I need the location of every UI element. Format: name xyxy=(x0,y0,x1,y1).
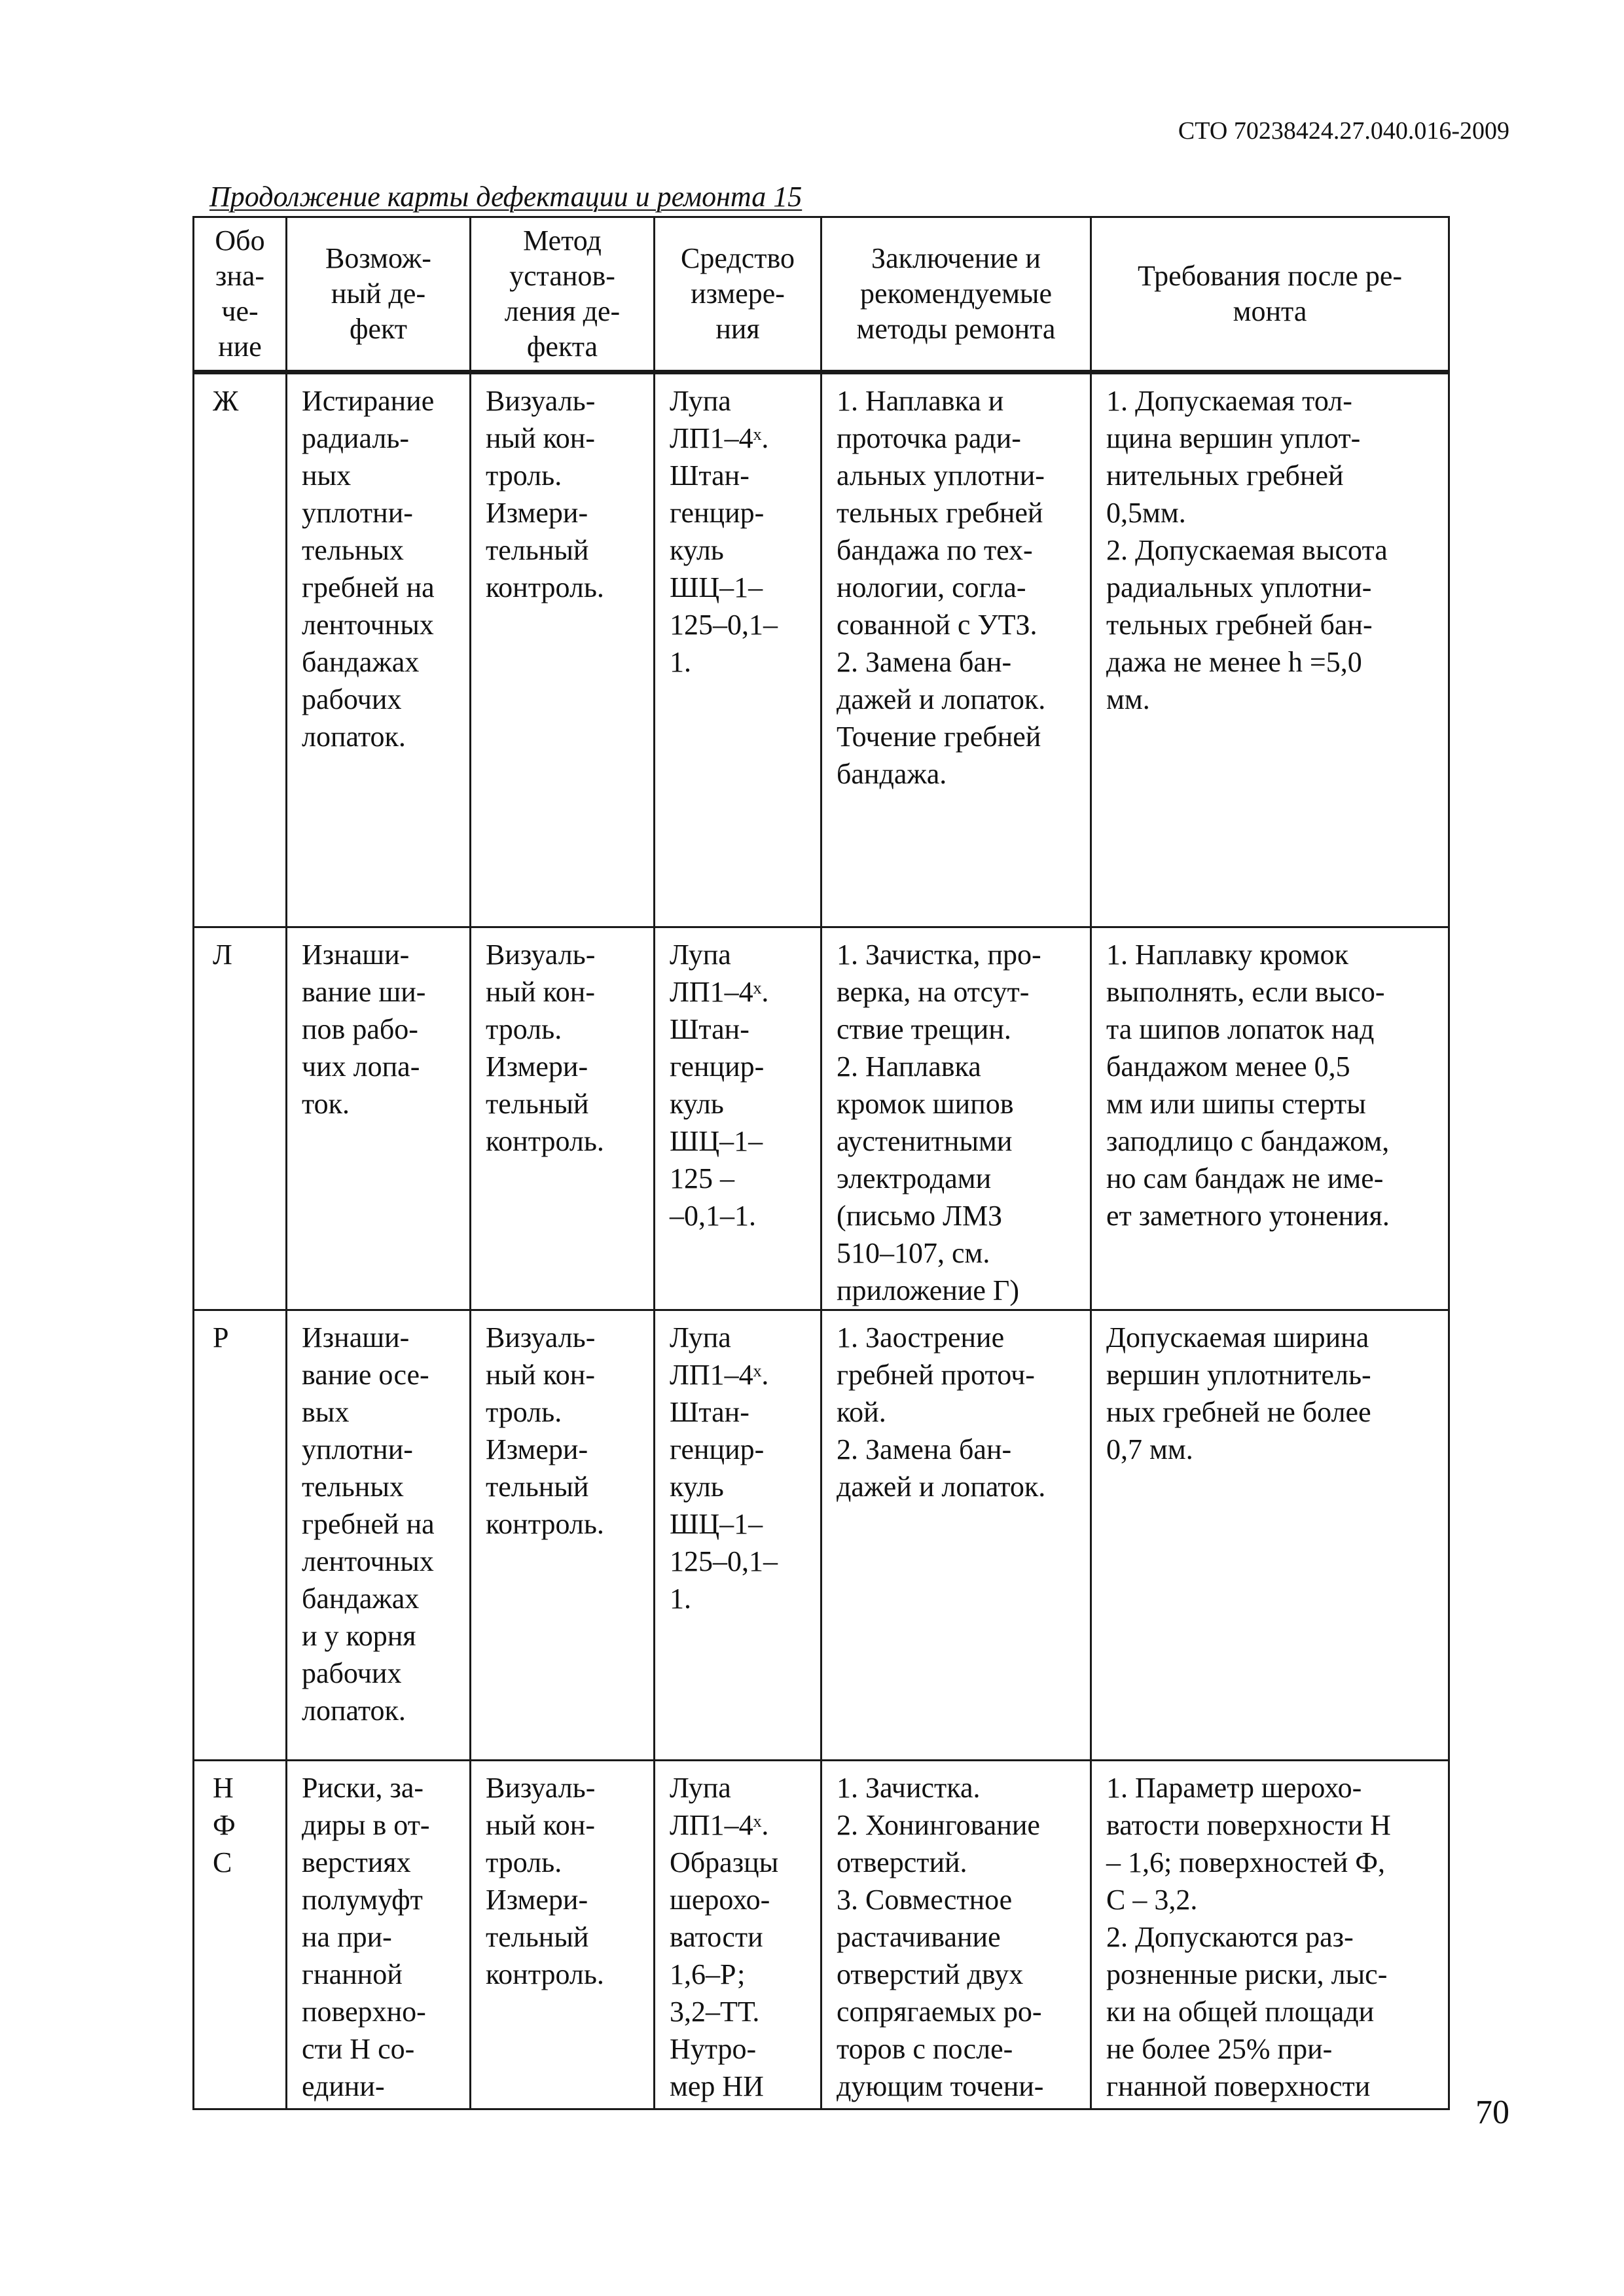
cell-requirements: 1. Параметр шерохо- ватости поверхности Н – 1,6; поверхностей Ф, С – 3,2. 2. Допускаются раз- розненные риски, лыс- ки на общей площади не более 25% при- гнанной поверхности xyxy=(1091,1761,1449,2109)
table-row xyxy=(194,1761,1449,2109)
cell-repair: 1. Наплавка и проточка ради- альных уплотни- тельных гребней бандажа по тех- нологии, согла- сованной с УТЗ. 2. Замена бан- дажей и лопаток. Точение гребней бандажа. xyxy=(821,372,1091,927)
cell-method: Визуаль- ный кон- троль. Измери- тельный контроль. xyxy=(471,1761,655,2109)
header-defect: Возмож- ный де- фект xyxy=(287,217,471,372)
cell-designation: Р xyxy=(194,1310,287,1761)
cell-repair: 1. Зачистка, про- верка, на отсут- ствие трещин. 2. Наплавка кромок шипов аустенитными электродами (письмо ЛМЗ 510–107, см. приложение Г) xyxy=(821,927,1091,1310)
header-measuring-instrument: Средство измере- ния xyxy=(655,217,821,372)
cell-instrument: Лупа ЛП1–4ˣ. Образцы шерохо- ватости 1,6–Р; 3,2–ТТ. Нутро- мер НИ xyxy=(655,1761,821,2109)
page-number: 70 xyxy=(1475,2094,1509,2131)
cell-designation: Л xyxy=(194,927,287,1310)
cell-method: Визуаль- ный кон- троль. Измери- тельный контроль. xyxy=(471,372,655,927)
defect-repair-table xyxy=(192,216,1450,2110)
table-row xyxy=(194,927,1449,1310)
cell-repair: 1. Заострение гребней проточ- кой. 2. Замена бан- дажей и лопаток. xyxy=(821,1310,1091,1761)
cell-instrument: Лупа ЛП1–4ˣ. Штан- генцир- куль ШЦ–1– 125–0,1– 1. xyxy=(655,1310,821,1761)
table-caption: Продолжение карты дефектации и ремонта 15 xyxy=(209,181,803,213)
cell-designation: Н Ф С xyxy=(194,1761,287,2109)
cell-defect: Изнаши- вание ши- пов рабо- чих лопа- ток. xyxy=(287,927,471,1310)
cell-defect: Риски, за- диры в от- верстиях полумуфт на при- гнанной поверхно- сти Н со- едини- xyxy=(287,1761,471,2109)
cell-designation: Ж xyxy=(194,372,287,927)
document-code: СТО 70238424.27.040.016-2009 xyxy=(1178,117,1509,145)
header-requirements: Требования после ре- монта xyxy=(1091,217,1449,372)
cell-requirements: 1. Допускаемая тол- щина вершин уплот- нительных гребней 0,5мм. 2. Допускаемая высота радиальных уплотни- тельных гребней бан- дажа не менее h =5,0 мм. xyxy=(1091,372,1449,927)
cell-defect: Истирание радиаль- ных уплотни- тельных гребней на ленточных бандажах рабочих лопаток. xyxy=(287,372,471,927)
header-conclusion-repair: Заключение и рекомендуемые методы ремонта xyxy=(821,217,1091,372)
table-row xyxy=(194,1310,1449,1761)
cell-repair: 1. Зачистка. 2. Хонингование отверстий. 3. Совместное растачивание отверстий двух сопрягаемых ро- торов с после- дующим точени- xyxy=(821,1761,1091,2109)
table-row xyxy=(194,372,1449,927)
cell-instrument: Лупа ЛП1–4ˣ. Штан- генцир- куль ШЦ–1– 125 – –0,1–1. xyxy=(655,927,821,1310)
cell-instrument: Лупа ЛП1–4ˣ. Штан- генцир- куль ШЦ–1– 125–0,1– 1. xyxy=(655,372,821,927)
cell-defect: Изнаши- вание осе- вых уплотни- тельных гребней на ленточных бандажах и у корня рабочих лопаток. xyxy=(287,1310,471,1761)
table-header-row xyxy=(194,217,1449,372)
header-detection-method: Метод установ- ления де- фекта xyxy=(471,217,655,372)
header-designation: Обо зна- че- ние xyxy=(194,217,287,372)
cell-requirements: Допускаемая ширина вершин уплотнитель- ных гребней не более 0,7 мм. xyxy=(1091,1310,1449,1761)
cell-method: Визуаль- ный кон- троль. Измери- тельный контроль. xyxy=(471,927,655,1310)
cell-requirements: 1. Наплавку кромок выполнять, если высо- та шипов лопаток над бандажом менее 0,5 мм или шипы стерты заподлицо с бандажом, но сам бандаж не име- ет заметного утонения. xyxy=(1091,927,1449,1310)
cell-method: Визуаль- ный кон- троль. Измери- тельный контроль. xyxy=(471,1310,655,1761)
